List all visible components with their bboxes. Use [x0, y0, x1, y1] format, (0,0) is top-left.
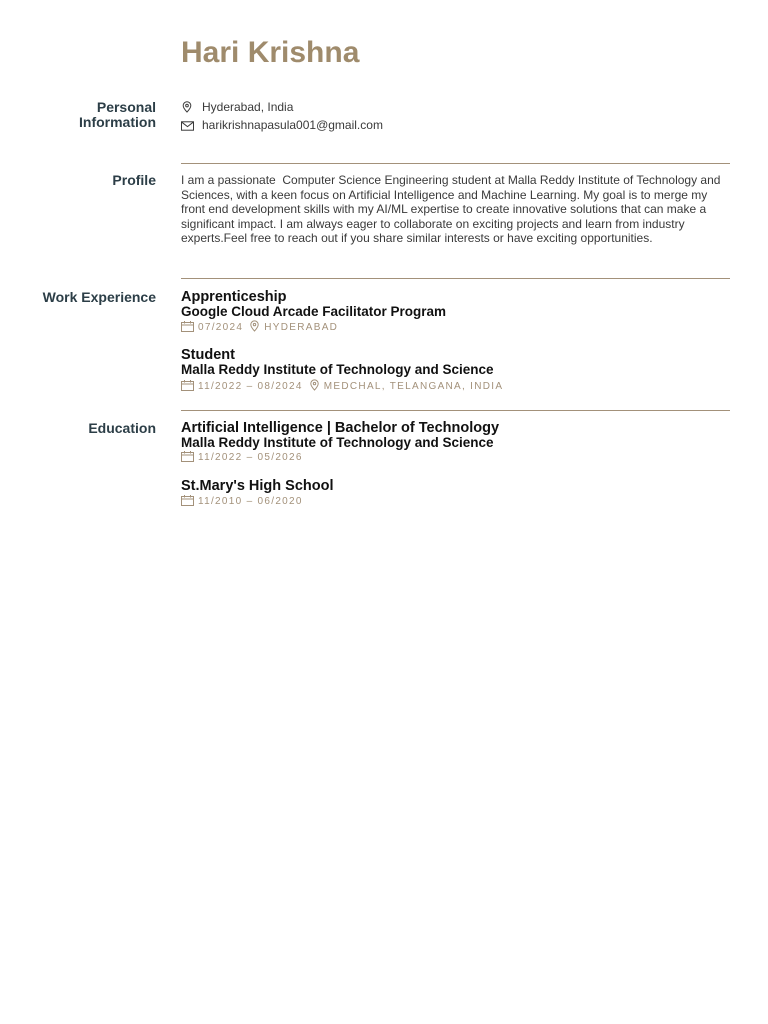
contact-location-text: Hyderabad, India — [202, 100, 294, 114]
calendar-icon — [181, 495, 195, 506]
map-pin-icon — [309, 379, 321, 391]
work-entry-title: Apprenticeship — [181, 289, 287, 305]
section-divider — [181, 278, 730, 279]
work-entry-organization: Google Cloud Arcade Facilitator Program — [181, 304, 447, 319]
section-divider — [181, 163, 730, 164]
map-pin-icon — [181, 101, 195, 113]
resume-name: Hari Krishna — [181, 36, 360, 69]
calendar-icon — [181, 380, 195, 391]
education-entry-dates: 11/2022 – 05/2026 — [198, 452, 303, 463]
work-entry-location: MEDCHAL, TELANGANA, INDIA — [323, 381, 504, 392]
contact-email-text[interactable]: harikrishnapasula001@gmail.com — [202, 118, 383, 132]
education-entry-organization: Malla Reddy Institute of Technology and Science — [181, 435, 494, 450]
section-label-profile: Profile — [112, 172, 156, 188]
section-label-education: Education — [88, 420, 156, 436]
education-entry-meta — [181, 495, 303, 508]
map-pin-icon — [249, 320, 261, 332]
work-entry-meta — [181, 320, 338, 334]
education-entry-dates: 11/2010 – 06/2020 — [198, 496, 303, 507]
profile-summary: I am a passionate Computer Science Engineering student at Malla Reddy Institute of Technology and Sciences, with a keen focus on Artificial Intelligence and Machine Learning. My goal is to merge my front end development skills with my AI/ML expertise to create innovative solutions that can make a significant impact. I am always eager to collaborate on exciting projects and learn from industry experts.Feel free to reach out if you share similar interests or have exciting opportunities. — [181, 173, 724, 246]
contact-email — [181, 118, 383, 132]
envelope-icon — [181, 120, 195, 132]
work-entry-title: Student — [181, 347, 235, 363]
section-divider — [181, 410, 730, 411]
section-label-line: Information — [79, 114, 156, 130]
calendar-icon — [181, 451, 195, 462]
calendar-icon — [181, 321, 195, 332]
contact-location — [181, 100, 293, 114]
work-entry-meta — [181, 379, 503, 393]
section-label-line: Personal — [96, 99, 156, 115]
section-label-work-experience: Work Experience — [42, 289, 156, 305]
education-entry-title: St.Mary's High School — [181, 478, 334, 494]
work-entry-organization: Malla Reddy Institute of Technology and Science — [181, 362, 494, 377]
work-entry-dates: 07/2024 — [198, 322, 244, 333]
work-entry-location: HYDERABAD — [264, 322, 339, 333]
education-entry-title: Artificial Intelligence | Bachelor of Technology — [181, 420, 500, 436]
education-entry-meta — [181, 451, 303, 464]
work-entry-dates: 11/2022 – 08/2024 — [198, 381, 303, 392]
section-label-personal-information — [6, 100, 156, 130]
